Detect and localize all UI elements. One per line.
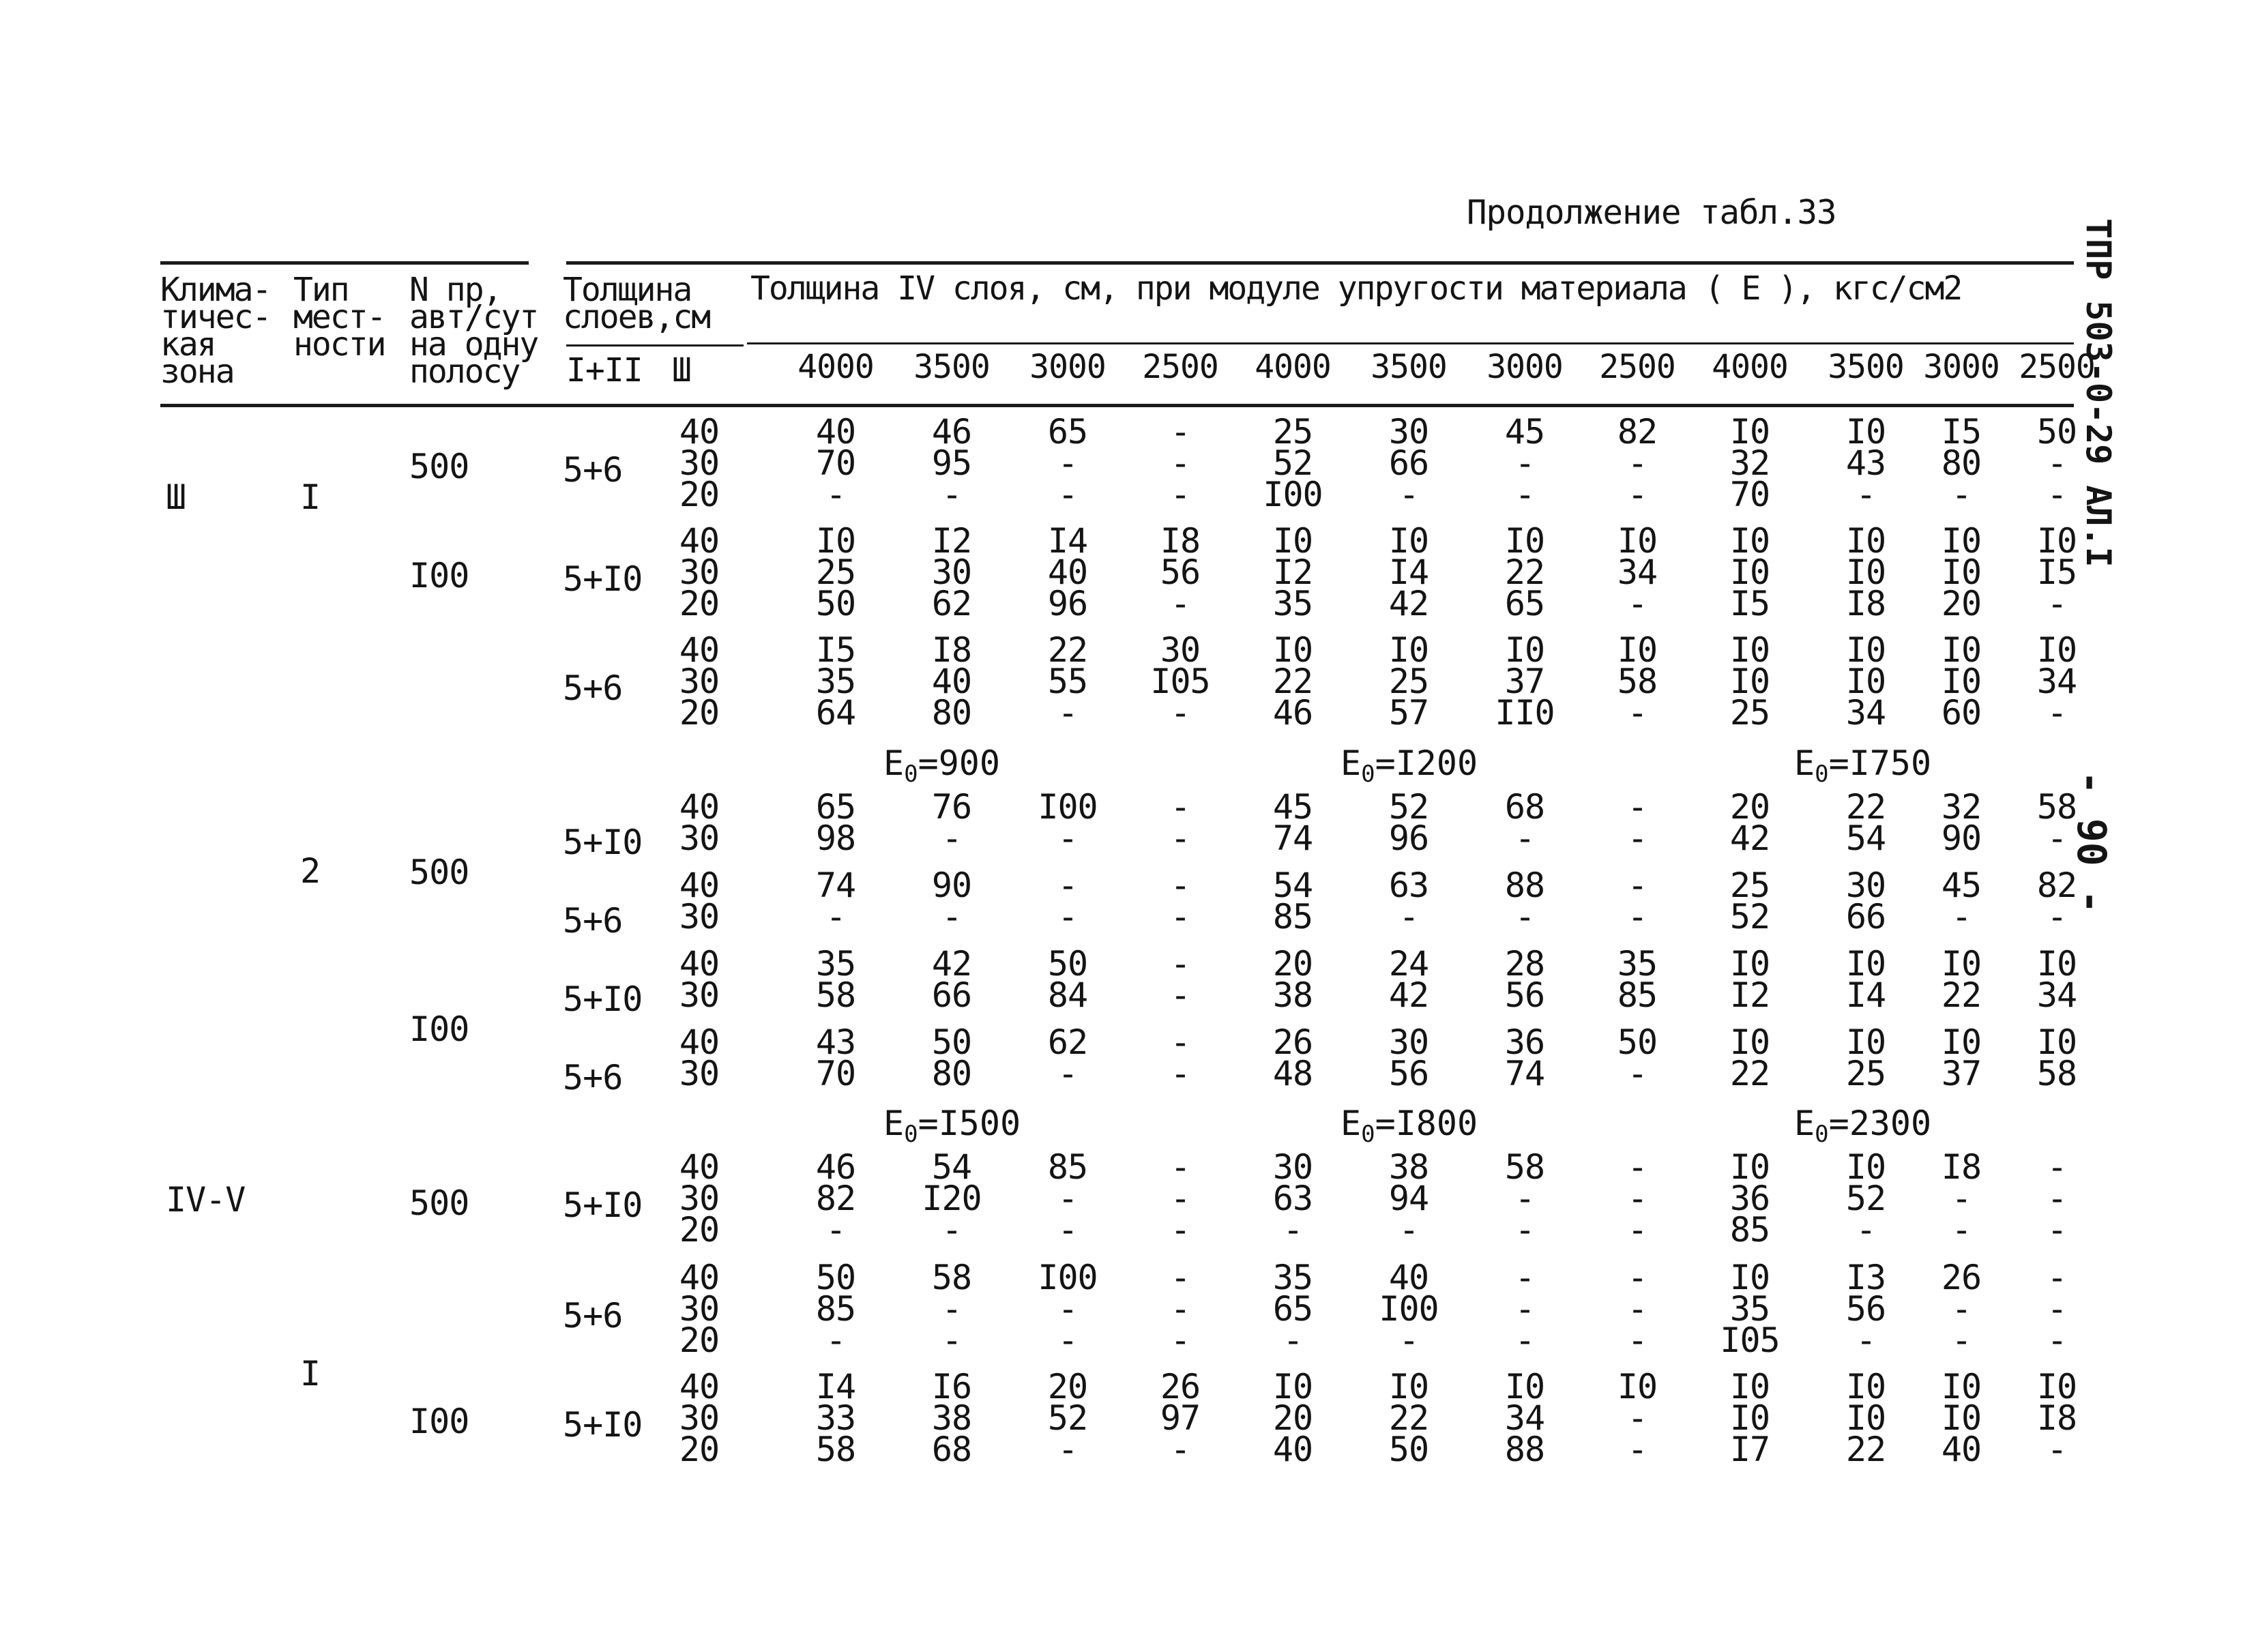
table-top-rule-left xyxy=(160,261,529,265)
table-cell: 42 66 xyxy=(931,944,972,1015)
table-cell: 28 56 xyxy=(1504,944,1545,1015)
table-cell: 63 - xyxy=(1388,866,1429,936)
table-cell: I0 37 xyxy=(1941,1022,1982,1093)
header-layer-thickness: Толщина слоев,см xyxy=(563,271,710,336)
modulus-subscript: 0 xyxy=(904,1121,918,1148)
row-layer-thickness: 5+I0 xyxy=(563,979,643,1019)
table-cell: 40 I00 - xyxy=(1379,1258,1439,1360)
document-code xyxy=(2067,218,2128,573)
table-cell: 74 - xyxy=(815,866,856,936)
table-cell: 20 38 xyxy=(1272,944,1313,1015)
table-cell: 30 63 - xyxy=(1272,1147,1313,1250)
header-modulus-4000: 4000 xyxy=(1712,348,1788,386)
modulus-note xyxy=(1341,743,1478,788)
table-cell: I0 25 50 xyxy=(815,521,856,623)
table-cell: I0 58 xyxy=(2036,1022,2077,1093)
header-modulus-3500: 3500 xyxy=(913,348,990,386)
table-cell: I0 I0 I5 xyxy=(1729,521,1770,623)
table-cell: 38 94 - xyxy=(1388,1147,1429,1250)
table-cell: 54 85 xyxy=(1272,866,1313,936)
table-cell: I6 38 68 xyxy=(931,1367,972,1469)
table-cell: 52 96 xyxy=(1388,787,1429,858)
table-cell: 35 58 xyxy=(815,944,856,1015)
document-code-text: ТПР 503-0-29 АЛ.I xyxy=(2079,218,2118,567)
header-layer-3: Ш xyxy=(672,351,691,389)
table-cell: 58 - - xyxy=(931,1258,972,1360)
header-bottom-rule xyxy=(160,404,2074,407)
row-layer-3-values: 40 30 xyxy=(679,787,720,858)
table-cell: 35 65 - xyxy=(1272,1258,1313,1360)
table-cell: I0 22 65 xyxy=(1504,521,1545,623)
table-cell: 24 42 xyxy=(1388,944,1429,1015)
zone-3-label: Ш xyxy=(166,477,186,517)
row-layer-thickness: 5+I0 xyxy=(563,1405,643,1445)
table-cell: 35 85 xyxy=(1617,944,1658,1015)
header-modulus-3000: 3000 xyxy=(1486,348,1563,386)
row-layer-3-values: 40 30 20 xyxy=(679,412,720,514)
table-cell: I0 I0 60 xyxy=(1941,630,1982,733)
row-layer-3-values: 40 30 xyxy=(679,944,720,1015)
table-cell: - - xyxy=(1170,944,1190,1015)
subheader-rule xyxy=(747,342,2074,344)
header-modulus-3500: 3500 xyxy=(1828,348,1904,386)
terrain-type-1-label: I xyxy=(300,477,321,517)
row-layer-thickness: 5+I0 xyxy=(563,823,643,862)
table-cell: I0 25 57 xyxy=(1388,630,1429,733)
table-cell: I00 - xyxy=(1038,787,1098,858)
modulus-note xyxy=(883,1104,1021,1148)
table-cell: 65 98 xyxy=(815,787,856,858)
table-cell: I5 80 - xyxy=(1941,412,1982,514)
table-cell: - - - xyxy=(1170,1147,1190,1250)
terrain-type-1b-label: I xyxy=(300,1354,321,1393)
table-cell: I8 - - xyxy=(1941,1147,1982,1250)
table-cell: I3 56 - xyxy=(1845,1258,1886,1360)
table-cell: 43 70 xyxy=(815,1022,856,1093)
table-cell: I0 20 40 xyxy=(1272,1367,1313,1469)
row-layer-thickness: 5+I0 xyxy=(563,559,643,599)
traffic-100-label: I00 xyxy=(409,556,469,595)
table-cell: 46 95 - xyxy=(931,412,972,514)
table-cell: I0 I2 35 xyxy=(1272,521,1313,623)
table-cell: 68 - xyxy=(1504,787,1545,858)
table-cell: - - - xyxy=(2047,1147,2067,1250)
header-layers-1-2: I+II xyxy=(566,351,643,389)
table-cell: 58 - xyxy=(2036,787,2077,858)
table-cell: I0 25 xyxy=(1845,1022,1886,1093)
table-cell: 90 - xyxy=(931,866,972,936)
table-cell: I0 32 70 xyxy=(1729,412,1770,514)
zone-4-5-label: IV-V xyxy=(166,1180,246,1220)
row-layer-thickness: 5+6 xyxy=(563,1058,623,1097)
table-cell: I0 I0 I8 xyxy=(1845,521,1886,623)
table-cell: I0 I2 xyxy=(1729,944,1770,1015)
header-layer-4-title: Толщина IV слоя, см, при модуле упругости материала ( Е ), кгс/см2 xyxy=(750,269,1962,308)
modulus-symbol: E xyxy=(883,743,905,783)
header-modulus-4000: 4000 xyxy=(797,348,874,386)
terrain-type-2-label: 2 xyxy=(300,851,321,891)
table-cell: 40 70 - xyxy=(815,412,856,514)
table-cell: I0 I5 - xyxy=(2036,521,2077,623)
table-cell: I0 34 88 xyxy=(1504,1367,1545,1469)
table-cell: 54 I20 - xyxy=(922,1147,982,1250)
table-cell: 32 90 xyxy=(1941,787,1982,858)
table-cell: 50 - xyxy=(1617,1022,1658,1093)
table-cell: 76 - xyxy=(931,787,972,858)
table-cell: 62 - xyxy=(1047,1022,1088,1093)
table-cell: 36 74 xyxy=(1504,1022,1545,1093)
table-top-rule-right xyxy=(566,261,2074,265)
header-modulus-4000: 4000 xyxy=(1255,348,1331,386)
modulus-subscript: 0 xyxy=(1361,761,1375,788)
table-cell: 30 56 xyxy=(1388,1022,1429,1093)
row-layer-3-values: 40 30 xyxy=(679,866,720,936)
table-cell: 26 - - xyxy=(1941,1258,1982,1360)
header-modulus-2500: 2500 xyxy=(1599,348,1675,386)
table-cell: I0 I0 34 xyxy=(1845,630,1886,733)
modulus-note xyxy=(1341,1104,1478,1148)
modulus-symbol: E xyxy=(1341,743,1362,783)
table-cell: 22 54 xyxy=(1845,787,1886,858)
table-cell: I00 - - xyxy=(1038,1258,1098,1360)
table-cell: I0 - - xyxy=(1617,1367,1658,1469)
modulus-symbol: E xyxy=(1794,1104,1815,1143)
table-cell: 46 82 - xyxy=(815,1147,856,1250)
table-cell: I0 58 - xyxy=(1617,630,1658,733)
modulus-subscript: 0 xyxy=(1815,761,1829,788)
modulus-note xyxy=(883,743,1000,788)
modulus-value: =I500 xyxy=(918,1104,1021,1143)
traffic-500-label: 500 xyxy=(409,1183,469,1223)
table-cell: 30 66 - xyxy=(1388,412,1429,514)
table-cell: I0 52 - xyxy=(1845,1147,1886,1250)
page-number-text: - 90 - xyxy=(2068,771,2115,914)
table-cell: - - - xyxy=(1170,1258,1190,1360)
header-zone: Клима- тичес- кая зона xyxy=(160,271,271,391)
traffic-500-label: 500 xyxy=(409,447,469,486)
table-cell: 85 - - xyxy=(1047,1147,1088,1250)
header-modulus-2500: 2500 xyxy=(2019,348,2095,386)
table-cell: 20 52 - xyxy=(1047,1367,1088,1469)
table-cell: 50 80 xyxy=(931,1022,972,1093)
row-layer-3-values: 40 30 xyxy=(679,1022,720,1093)
table-cell: 30 I05 - xyxy=(1150,630,1210,733)
table-cell: 82 - xyxy=(2036,866,2077,936)
table-cell: 25 52 xyxy=(1729,866,1770,936)
table-cell: 50 85 - xyxy=(815,1258,856,1360)
table-cell: 50 84 xyxy=(1047,944,1088,1015)
table-cell: I0 22 xyxy=(1729,1022,1770,1093)
table-cell: 45 - - xyxy=(1504,412,1545,514)
table-cell: 82 - - xyxy=(1617,412,1658,514)
header-modulus-3000: 3000 xyxy=(1029,348,1106,386)
table-cell: - - - xyxy=(1627,1147,1647,1250)
modulus-note xyxy=(1794,743,1931,788)
table-cell: I8 56 - xyxy=(1160,521,1201,623)
table-cell: - - xyxy=(1627,866,1647,936)
table-cell: I0 22 xyxy=(1941,944,1982,1015)
traffic-500-label: 500 xyxy=(409,853,469,892)
table-cell: 26 97 - xyxy=(1160,1367,1201,1469)
header-modulus-3000: 3000 xyxy=(1923,348,1999,386)
modulus-value: =900 xyxy=(918,743,1001,783)
table-cell: 45 74 xyxy=(1272,787,1313,858)
traffic-100-label: I00 xyxy=(409,1009,469,1049)
modulus-value: =I800 xyxy=(1375,1104,1478,1143)
table-cell: 22 55 - xyxy=(1047,630,1088,733)
header-modulus-3500: 3500 xyxy=(1371,348,1447,386)
table-cell: 30 66 xyxy=(1845,866,1886,936)
table-cell: - - - xyxy=(1514,1258,1535,1360)
table-cell: 50 - - xyxy=(2036,412,2077,514)
header-traffic: N пр, авт/сут на одну полосу xyxy=(409,271,538,391)
table-cell: I0 I0 40 xyxy=(1941,1367,1982,1469)
table-cell: 45 - xyxy=(1941,866,1982,936)
row-layer-3-values: 40 30 20 xyxy=(679,630,720,733)
modulus-value: =I750 xyxy=(1828,743,1932,783)
table-cell: I2 30 62 xyxy=(931,521,972,623)
modulus-value: =2300 xyxy=(1828,1104,1932,1143)
table-cell: - - - xyxy=(2047,1258,2067,1360)
row-layer-thickness: 5+6 xyxy=(563,668,623,708)
modulus-subscript: 0 xyxy=(1815,1121,1829,1148)
modulus-subscript: 0 xyxy=(1361,1121,1375,1148)
header-modulus-2500: 2500 xyxy=(1142,348,1218,386)
table-cell: 88 - xyxy=(1504,866,1545,936)
row-layer-3-values: 40 30 20 xyxy=(679,521,720,623)
table-cell: 20 42 xyxy=(1729,787,1770,858)
table-cell: I0 34 - xyxy=(1617,521,1658,623)
table-cell: 65 - - xyxy=(1047,412,1088,514)
table-cell: I0 34 - xyxy=(2036,630,2077,733)
table-cell: I5 35 64 xyxy=(815,630,856,733)
table-cell: 25 52 I00 xyxy=(1263,412,1323,514)
row-layer-3-values: 40 30 20 xyxy=(679,1258,720,1360)
table-cell: - - xyxy=(1170,787,1190,858)
table-cell: - - xyxy=(1170,866,1190,936)
table-cell: I0 34 xyxy=(2036,944,2077,1015)
table-cell: I0 I0 I7 xyxy=(1729,1367,1770,1469)
table-cell: 58 - - xyxy=(1504,1147,1545,1250)
row-layer-thickness: 5+6 xyxy=(563,901,623,941)
table-cell: I0 I0 20 xyxy=(1941,521,1982,623)
modulus-value: =I200 xyxy=(1375,743,1478,783)
modulus-note xyxy=(1794,1104,1931,1148)
table-cell: I0 I4 42 xyxy=(1388,521,1429,623)
table-cell: I0 35 I05 xyxy=(1720,1258,1780,1360)
table-cell: - - - xyxy=(1627,1258,1647,1360)
traffic-100-label: I00 xyxy=(409,1402,469,1441)
modulus-symbol: E xyxy=(1341,1104,1362,1143)
table-cell: - - xyxy=(1170,1022,1190,1093)
table-cell: 26 48 xyxy=(1272,1022,1313,1093)
table-cell: I0 I8 - xyxy=(2036,1367,2077,1469)
modulus-symbol: E xyxy=(1794,743,1815,783)
table-cell: - - xyxy=(1627,787,1647,858)
layers-rule xyxy=(566,344,744,346)
table-caption: Продолжение табл.33 xyxy=(1467,193,1836,232)
table-cell: I0 I4 xyxy=(1845,944,1886,1015)
table-cell: I4 33 58 xyxy=(815,1367,856,1469)
table-cell: I8 40 80 xyxy=(931,630,972,733)
table-cell: I0 43 - xyxy=(1845,412,1886,514)
row-layer-3-values: 40 30 20 xyxy=(679,1147,720,1250)
table-cell: - - xyxy=(1057,866,1078,936)
table-cell: I0 I0 22 xyxy=(1845,1367,1886,1469)
row-layer-thickness: 5+6 xyxy=(563,1296,623,1336)
table-cell: I0 22 50 xyxy=(1388,1367,1429,1469)
header-terrain-type: Тип мест- ности xyxy=(293,271,385,364)
row-layer-thickness: 5+6 xyxy=(563,450,623,490)
table-cell: I0 I0 25 xyxy=(1729,630,1770,733)
row-layer-thickness: 5+I0 xyxy=(563,1185,643,1225)
table-cell: I4 40 96 xyxy=(1047,521,1088,623)
table-cell: I0 22 46 xyxy=(1272,630,1313,733)
table-cell: - - - xyxy=(1170,412,1190,514)
modulus-symbol: E xyxy=(883,1104,905,1143)
modulus-subscript: 0 xyxy=(904,761,918,788)
table-cell: I0 36 85 xyxy=(1729,1147,1770,1250)
table-cell: I0 37 II0 xyxy=(1495,630,1555,733)
row-layer-3-values: 40 30 20 xyxy=(679,1367,720,1469)
